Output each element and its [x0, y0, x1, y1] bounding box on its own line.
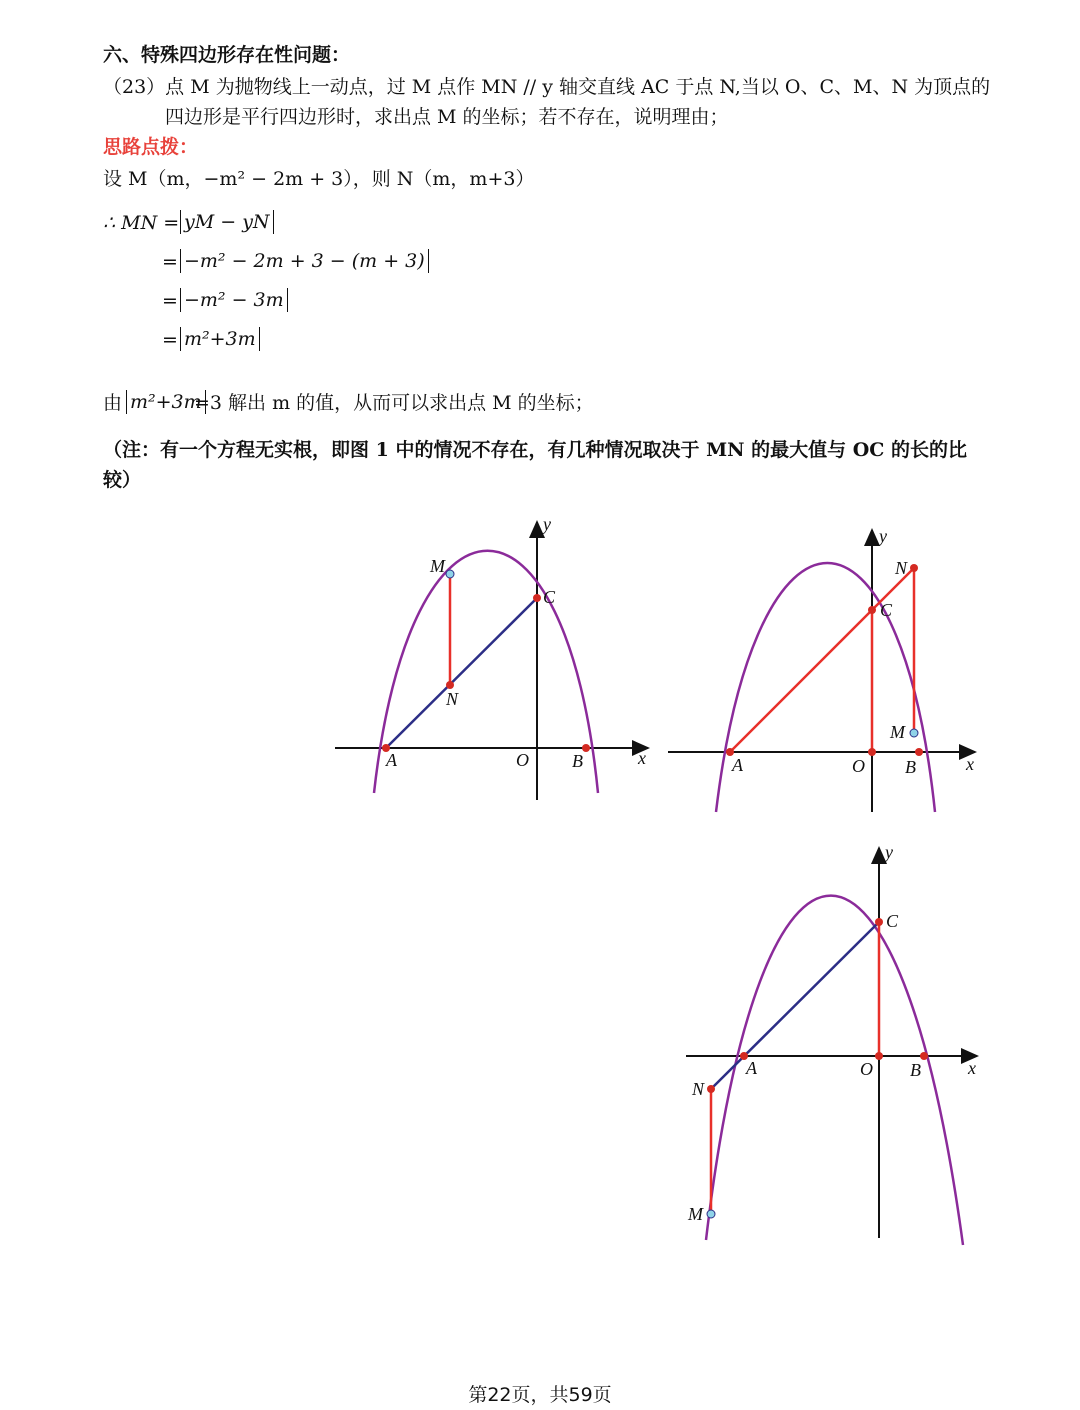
solve-post: =3 解出 m 的值，从而可以求出点 M 的坐标；: [194, 392, 594, 414]
point-c: [533, 594, 541, 602]
segment-an: [730, 568, 914, 752]
point-b: [582, 744, 590, 752]
derivation-step-2: −m² − 2m + 3 − (m + 3): [180, 249, 429, 273]
point-c: [875, 918, 883, 926]
derivation-step-1: yM − yN: [180, 210, 274, 234]
parabola: [706, 896, 963, 1245]
solve-pre: 由: [103, 392, 123, 414]
label-c: C: [880, 600, 893, 620]
label-y: y: [543, 515, 551, 534]
note-line-2: 较）: [103, 469, 142, 491]
parabola: [716, 563, 935, 812]
label-a: A: [746, 1058, 757, 1078]
point-m: [707, 1210, 715, 1218]
derivation-eq-2: =: [162, 251, 178, 273]
derivation-step-3: −m² − 3m: [180, 288, 288, 312]
point-m: [446, 570, 454, 578]
parabola: [374, 551, 598, 793]
label-y: y: [885, 842, 893, 862]
label-b: B: [905, 757, 916, 777]
label-o: O: [516, 750, 529, 770]
problem-line-1: （23）点 M 为抛物线上一动点，过 M 点作 MN // y 轴交直线 AC 于点 N,当以 O、C、M、N 为顶点的: [103, 76, 991, 98]
point-n: [446, 681, 454, 689]
note-line-1: （注：有一个方程无实根，即图 1 中的情况不存在，有几种情况取决于 MN 的最大值与 OC 的长的比: [103, 439, 967, 461]
derivation-step-4: m²+3m: [180, 327, 260, 351]
point-c: [868, 606, 876, 614]
point-n: [707, 1085, 715, 1093]
segment-ac: [386, 598, 537, 748]
label-b: B: [572, 751, 583, 771]
label-m: M: [430, 556, 445, 576]
derivation-lhs: ∴ MN =: [103, 212, 180, 234]
label-c: C: [886, 911, 899, 931]
label-n: N: [692, 1079, 705, 1099]
point-o: [868, 748, 876, 756]
derivation-eq-3: =: [162, 290, 178, 312]
label-x: x: [638, 748, 646, 768]
label-m: M: [890, 722, 905, 742]
label-x: x: [966, 754, 974, 774]
point-b: [920, 1052, 928, 1060]
point-o: [875, 1052, 883, 1060]
point-b: [915, 748, 923, 756]
derivation-eq-4: =: [162, 329, 178, 351]
label-x: x: [968, 1058, 976, 1078]
label-n: N: [895, 558, 908, 578]
label-n: N: [446, 689, 459, 709]
page-footer: 第22页，共59页: [468, 1384, 612, 1406]
point-m: [910, 729, 918, 737]
label-m: M: [688, 1204, 703, 1224]
label-c: C: [543, 587, 556, 607]
label-o: O: [860, 1059, 873, 1079]
section-title: 六、特殊四边形存在性问题：: [103, 44, 351, 66]
label-o: O: [852, 756, 865, 776]
label-y: y: [879, 526, 887, 546]
label-a: A: [732, 755, 743, 775]
solve-abs: m²+3m: [126, 390, 206, 414]
figure-3: [675, 840, 985, 1250]
segment-nc: [711, 922, 879, 1089]
label-b: B: [910, 1060, 921, 1080]
point-n: [910, 564, 918, 572]
figure-2: [665, 520, 985, 820]
problem-line-2: 四边形是平行四边形时，求出点 M 的坐标；若不存在，说明理由；: [165, 106, 729, 128]
figure-1: [330, 515, 670, 815]
setup-line: 设 M（m，−m² − 2m + 3），则 N（m，m+3）: [103, 168, 535, 190]
label-a: A: [386, 750, 397, 770]
hint-title: 思路点拨：: [103, 136, 199, 158]
